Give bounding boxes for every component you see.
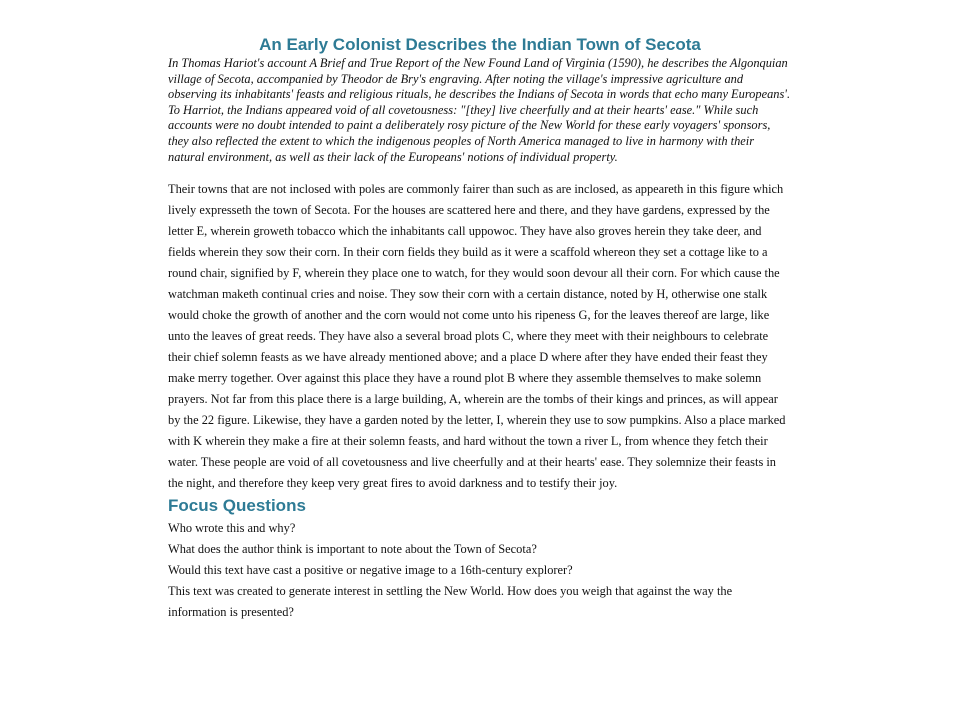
focus-question-2: What does the author think is important to note about the Town of Secota?: [168, 542, 537, 557]
focus-question-3: Would this text have cast a positive or negative image to a 16th-century explorer?: [168, 563, 573, 578]
focus-question-1: Who wrote this and why?: [168, 521, 296, 536]
document-page: [168, 36, 792, 623]
focus-question-4: This text was created to generate interest in settling the New World. How does you weigh that against the way the information is presented?: [168, 584, 733, 620]
intro-paragraph: In Thomas Hariot's account A Brief and True Report of the New Found Land of Virginia (1590), he describes the Algonquian village of Secota, accompanied by Theodor de Bry's engraving. After noting the village's impressive agriculture and observing its inhabitants' feasts and religious rituals, he describes the Indians of Secota in words that echo many Europeans'. To Harriot, the Indians appeared void of all covetousness: "[they] live cheerfully and at their hearts' ease." While such accounts were no doubt intended to paint a deliberately rosy picture of the New World for these early voyagers' sponsors, they also reflected the extent to which the indigenous peoples of North America managed to live in harmony with their natural environment, as well as their lack of the Europeans' notions of individual property.: [168, 56, 791, 164]
document-title: An Early Colonist Describes the Indian Town of Secota: [259, 35, 701, 54]
focus-questions-heading: Focus Questions: [168, 496, 306, 516]
primary-source-excerpt: Their towns that are not inclosed with poles are commonly fairer than such as are inclosed, as appeareth in this figure which lively expresseth the town of Secota. For the houses are scattered here and there, and they have gardens, expressed by the letter E, wherein groweth tobacco which the inhabitants call uppowoc. They have also groves herein they take deer, and fields wherein they sow their corn. In their corn fields they build as it were a scaffold whereon they set a cottage like to a round chair, signified by F, wherein they place one to watch, for they would soon devour all their corn. For which cause the watchman maketh continual cries and noise. They sow their corn with a certain distance, noted by H, otherwise one stalk would choke the growth of another and the corn would not come unto his ripeness G, for the leaves thereof are large, like unto the leaves of great reeds. They have also a several broad plots C, where they meet with their neighbours to celebrate their chief solemn feasts as we have already mentioned above; and a place D where after they have ended their feast they make merry together. Over against this place they have a round plot B where they assemble themselves to make solemn prayers. Not far from this place there is a large building, A, wherein are the tombs of their kings and princes, as will appear by the 22 figure. Likewise, they have a garden noted by the letter, I, wherein they use to sow pumpkins. Also a place marked with K wherein they make a fire at their solemn feasts, and hard without the town a river L, from whence they fetch their water. These people are void of all covetousness and live cheerfully and at their hearts' ease. They solemnize their feasts in the night, and therefore they keep very great fires to avoid darkness and to testify their joy.: [168, 182, 786, 491]
focus-questions-list: [168, 518, 792, 623]
